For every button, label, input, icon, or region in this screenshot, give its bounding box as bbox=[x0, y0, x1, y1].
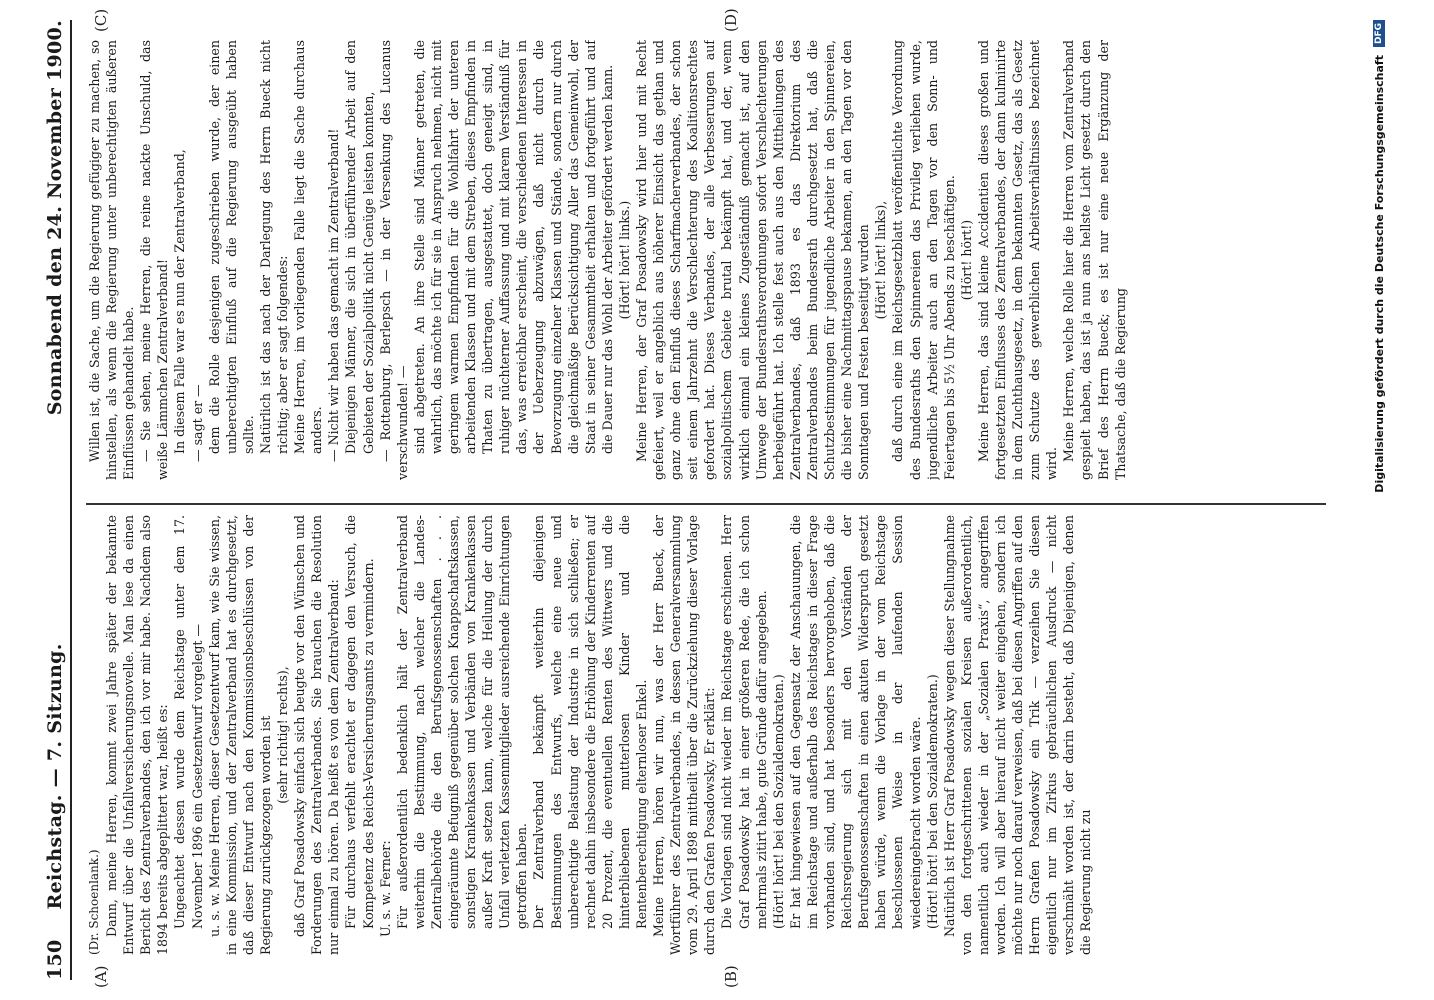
paragraph: Meine Herren, welche Rolle hier die Herren vom Zentralverband gespielt haben, das ist ja nun ans hellste Licht gesetzt durch den Brief des Herrn Bueck; es ist nur eine neue Ergänzung der Thatsache, daß die Regierung bbox=[1061, 40, 1128, 480]
paragraph: daß durch eine im Reichsgesetzblatt veröffentlichte Verordnung des Bundesraths den Spinnereien das Privileg verliehen wurde, jugendliche Arbeiter auch an den Tagen vor den Sonn- und Feiertagen bis 5½ Uhr Abends zu beschäftigen. bbox=[890, 40, 957, 480]
paragraph: — sagt er — bbox=[189, 384, 205, 462]
paragraph: Ungeachtet dessen wurde dem Reichstage unter dem 17. November 1896 ein Gesetzentwurf vorgelegt — bbox=[172, 515, 205, 929]
margin-letter-c: (C) bbox=[92, 8, 110, 32]
digitization-credit bbox=[1370, 20, 1388, 980]
paragraph: Meine Herren, der Graf Posadowsky wird hier und mit Recht gefeiert, weil er angeblich aus höherer Einsicht das gethan und ganz ohne den Einfluß dieses Scharfmacherverbandes, der schon seit einem Jahrzehnt die Verschlechterung des Koalitionsrechtes gefordert hat. Dieses Verbandes, der alle Verbesserungen auf sozialpolitischem Gebiete brutal bekämpft hat, und der, wenn wirklich einmal ein kleines Zugeständniß gemacht ist, auf den Umwege der Bundesrathsverordnungen sofort Verschlechterungen herbeigeführt hat. Ich stelle fest auch aus den Mittheilungen des Zentralverbandes, daß 1893 es das Direktorium des Zentralverbandes beim Bundesrath durchgesetzt hat, daß die Schutzbestimmungen für jugendliche Arbeiter in den Spinnereien, die bisher eine Nachmittagspause bekamen, an den Tagen vor den Sonntagen und Festen beseitigt wurden bbox=[634, 40, 872, 480]
right-column bbox=[86, 40, 1326, 480]
paragraph: (Hört! hört! bei den Sozialdemokraten.) bbox=[924, 674, 940, 929]
session-date: Sonnabend den 24. November 1900. bbox=[44, 20, 66, 416]
speaker-name: (Dr. Schoenlank.) bbox=[87, 849, 101, 955]
paragraph: dem die Rolle desjenigen zugeschrieben wurde, der einen unberechtigten Einfluß auf die Regierung ausgeübt haben sollte. bbox=[206, 40, 256, 454]
header-rule bbox=[70, 20, 72, 980]
paragraph: — Rottenburg, Berlepsch — in der Versenkung des Lucanus verschwunden! — bbox=[377, 40, 410, 480]
paragraph: In diesem Falle war es nun der Zentralverband, bbox=[172, 149, 188, 454]
credit-text: Digitalisierung gefördert durch die Deutsche Forschungsgemeinschaft bbox=[1372, 55, 1386, 493]
paragraph: (sehr richtig! rechts), bbox=[275, 666, 291, 804]
page-number: 150 bbox=[44, 939, 66, 980]
paragraph: Für außerordentlich bedenklich hält der Zentralverband weiterhin die Bestimmung, nach welcher die Landes-Zentralbehörde die den Berufsgenossenschaften . . . eingeräumte Befugniß gegenüber solchen Knappschaftskassen, sonstigen Krankenkassen und Verbänden von Krankenkassen außer Kraft setzen kann, welche für die Heilung der durch Unfall verletzten Kassenmitglieder ausreichende Einrichtungen getroffen haben. bbox=[394, 515, 530, 929]
paragraph: Natürlich ist Herr Graf Posadowsky wegen dieser Stellungnahme von den fortgeschrittenen sozialen Kreisen außerordentlich, namentlich auch wieder in der „Sozialen Praxis“, angegriffen worden. Ich will aber hierauf nicht weiter eingehen, sondern ich möchte nur noch darauf verweisen, daß bei diesen Angriffen auf den Herrn Grafen Posadowsky ein Trik — verzeihen Sie diesen eigentlich nur im Zirkus gebräuchlichen Ausdruck — nicht verschmäht worden ist, der darin besteht, daß Diejenigen, denen die Regierung nicht zu bbox=[941, 515, 1094, 955]
paragraph: Die Vorlagen sind nicht wieder im Reichstage erschienen. Herr Graf Posadowsky hat in einer größeren Rede, die ich schon mehrmals zitirt habe, gute Gründe dafür angegeben. bbox=[719, 515, 769, 929]
page-header bbox=[36, 20, 66, 980]
left-column bbox=[86, 515, 1326, 955]
paragraph: u. s. w. Meine Herren, dieser Gesetzentwurf kam, wie Sie wissen, in eine Kommission, und der Zentralverband hat es durchgesetzt, daß dieser Entwurf nach den Kommissionsbeschlüssen von der Regierung zurückgezogen worden ist bbox=[206, 515, 273, 955]
margin-letter-d: (D) bbox=[722, 8, 740, 32]
paragraph: Meine Herren, hören wir nun, was der Herr Bueck, der Wortführer des Zentralverbandes, in dessen Generalversammlung vom 29. April 1898 mittheilt über die Zurückziehung dieser Vorlage durch den Grafen Posadowsky. Er erklärt: bbox=[651, 515, 718, 955]
paragraph: Natürlich ist das nach der Darlegung des Herrn Bueck nicht richtig; aber er sagt folgendes: bbox=[257, 40, 291, 454]
paragraph: U. s. w. Ferner: bbox=[377, 840, 393, 937]
running-title: Reichstag. — 7. Sitzung. bbox=[44, 643, 66, 910]
dfg-logo: DFG bbox=[1373, 20, 1385, 47]
paragraph: Meine Herren, im vorliegenden Falle liegt die Sache durchaus anders. bbox=[292, 40, 325, 454]
paragraph: — Nicht wir haben das gemacht im Zentralverband! bbox=[326, 128, 342, 462]
paragraph: Der Zentralverband bekämpft weiterhin diejenigen Bestimmungen des Entwurfs, welche eine neue und unberechtigte Belastung der Industrie in sich schließen; er rechnet dahin insbesondere die Erhöhung der Kinderrenten auf 20 Prozent, die eventuellen Renten des Wittwers und die hinterbliebenen mutterlosen Kinder und die Rentenberechtigung elternloser Enkel. bbox=[531, 515, 649, 929]
paragraph: Er hat hingewiesen auf den Gegensatz der Anschauungen, die im Reichstage und außerhalb des Reichstages in dieser Frage vorhanden sind, und hat besonders hervorgehoben, daß die Reichsregierung sich mit den Vorständen der Berufsgenossenschaften in einen akuten Widerspruch gesetzt haben würde, wenn die Vorlage in der vom Reichstage beschlossenen Weise in der laufenden Session wiedereingebracht worden wäre. bbox=[787, 515, 923, 929]
paragraph: (Hört! hört! links.) bbox=[616, 200, 632, 320]
paragraph: — Sie sehen, meine Herren, die reine nackte Unschuld, das weiße Lämmchen Zentralverband! bbox=[138, 40, 171, 480]
paragraph: sind abgetreten. An ihre Stelle sind Männer getreten, die wahrlich, das möchte ich für sie in Anspruch nehmen, nicht mit geringem warmen Empfinden für die Wohlfahrt der unteren arbeitenden Klassen und mit dem Streben, dieses Empfinden in Thaten zu übertragen, ausgestattet, doch geneigt sind, in ruhiger nüchterner Auffassung und mit klarem Verständniß für das, was erreichbar erscheint, die verschiedenen Interessen in der Ueberzeugung abzuwägen, daß nicht durch die Bevorzugung einzelner Klassen und Stände, sondern nur durch die gleichmäßige Berücksichtigung Aller das Gemeinwohl, der Staat in seiner Gesammtheit erhalten und fortgeführt und auf die Dauer nur das Wohl der Arbeiter gefördert werden kann. bbox=[411, 40, 615, 454]
paragraph: Dann, meine Herren, kommt zwei Jahre später der bekannte Entwurf über die Unfallversicherungsnovelle. Man lese da einen Bericht des Zentralverbandes, den ich vor mir habe. Nachdem also 1894 bereits abgeplittert war, heißt es: bbox=[104, 515, 171, 955]
paragraph: Für durchaus verfehlt erachtet er dagegen den Versuch, die Kompetenz des Reichs-Versicherungsamts zu vermindern. bbox=[343, 515, 376, 929]
paragraph: Meine Herren, das sind kleine Accidentien dieses großen und fortgesetzten Einflusses des Zentralverbandes, der dann kulminirte in dem Zuchthausgesetz, in dem bekannten Gesetz, das als Gesetz zum Schutze des gewerblichen Arbeitsverhältnisses bezeichnet wird. bbox=[975, 40, 1060, 480]
column-divider bbox=[86, 503, 1326, 505]
paragraph: Diejenigen Männer, die sich in überführender Arbeit auf den Gebieten der Sozialpolitik nicht Genüge leisten konnten, bbox=[343, 40, 376, 454]
paragraph: (Hört! hört!) bbox=[958, 219, 974, 301]
paragraph: (Hört! hört! links), bbox=[873, 200, 889, 320]
margin-letter-b: (B) bbox=[722, 965, 740, 988]
margin-letter-a: (A) bbox=[92, 965, 110, 988]
paragraph: Willen ist, die Sache, um die Regierung gefügiger zu machen, so hinstellen, als wenn die Regierung unter unberechtigten äußeren Einflüssen gehandelt habe. bbox=[87, 40, 137, 480]
paragraph: (Hört! hört! bei den Sozialdemokraten.) bbox=[770, 674, 786, 929]
paragraph: daß Graf Posadowsky einfach sich beugte vor den Wünschen und Forderungen des Zentralverbandes. Sie brauchen die Resolution nur einmal zu hören. Da heißt es von dem Zentralverband: bbox=[292, 515, 342, 955]
